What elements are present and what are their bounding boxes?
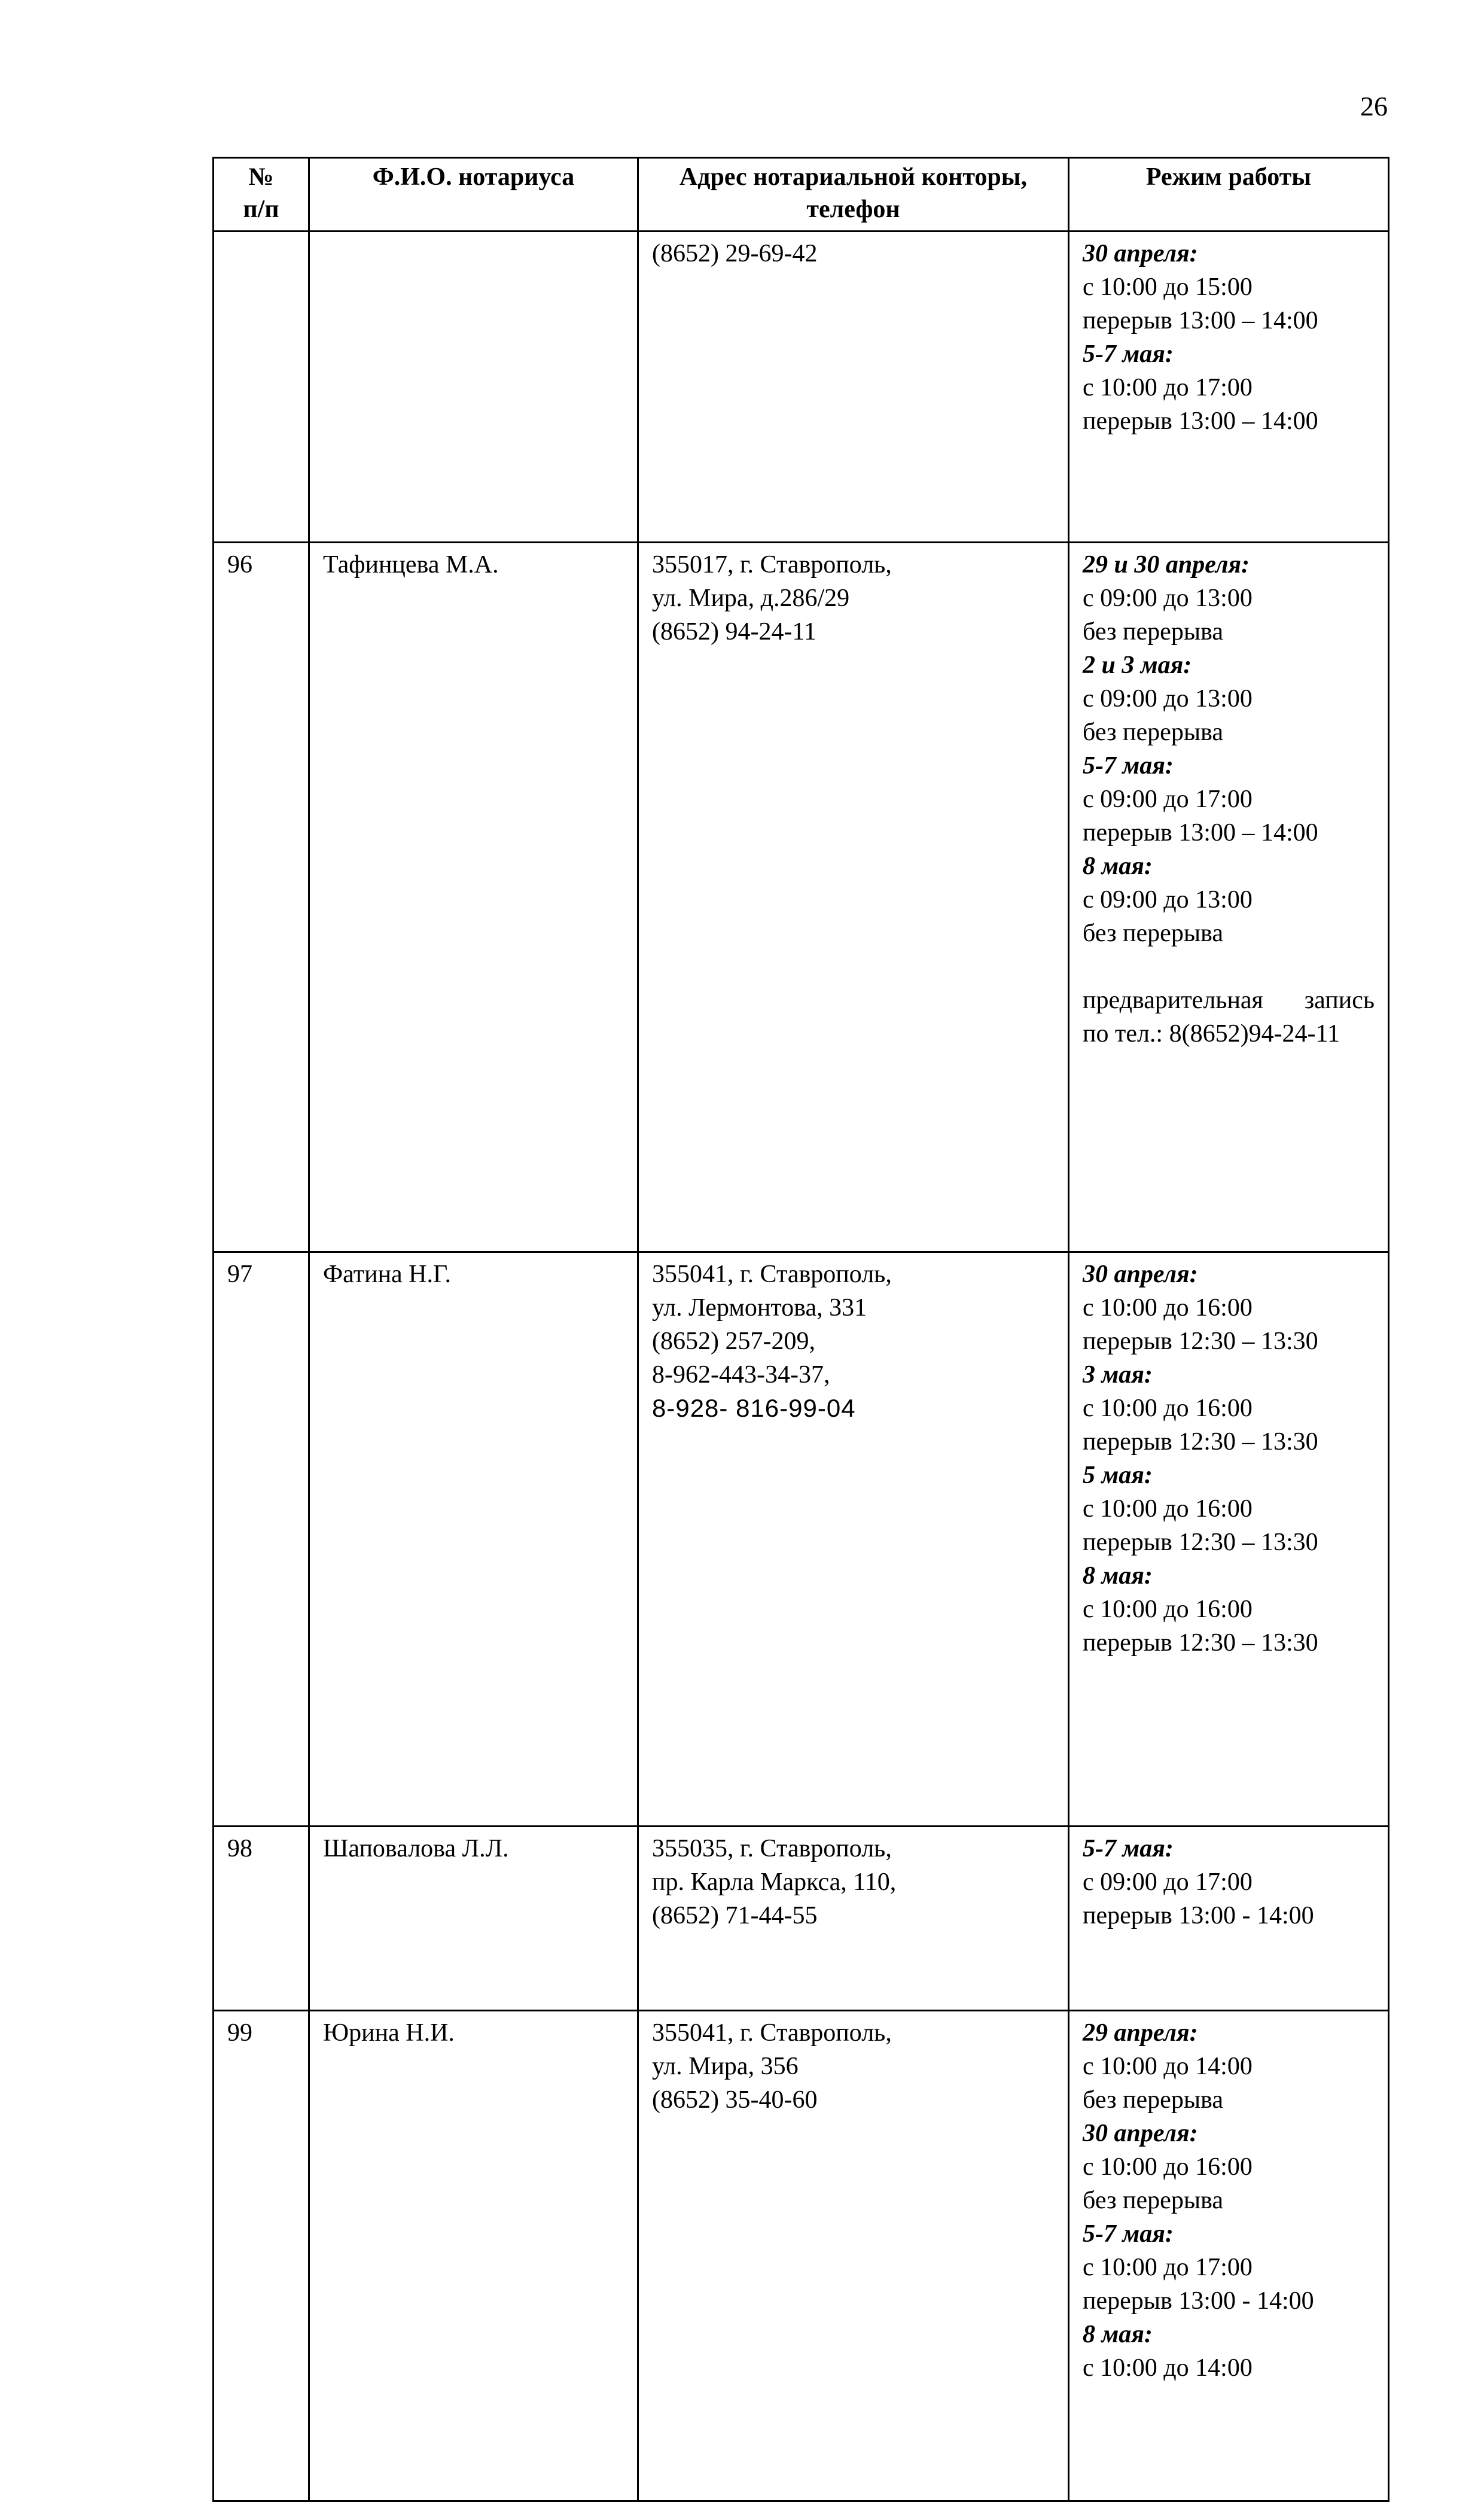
address-line: (8652) 29-69-42 xyxy=(652,240,818,267)
schedule-hours: с 10:00 до 16:00 xyxy=(1083,1395,1253,1422)
notary-schedule-table xyxy=(212,157,1389,2502)
schedule-hours: перерыв 13:00 - 14:00 xyxy=(1083,1902,1314,1929)
schedule-day: 8 мая: xyxy=(1083,2321,1153,2348)
table-row xyxy=(214,2011,1389,2501)
address-line: 8-962-443-34-37, xyxy=(652,1361,830,1389)
schedule-hours: перерыв 13:00 – 14:00 xyxy=(1083,819,1318,847)
schedule-hours: с 10:00 до 16:00 xyxy=(1083,2153,1253,2181)
schedule-hours: с 09:00 до 17:00 xyxy=(1083,1868,1253,1896)
schedule-day: 30 апреля: xyxy=(1083,2120,1198,2147)
table-body xyxy=(214,232,1389,2501)
schedule-hours: с 10:00 до 16:00 xyxy=(1083,1294,1253,1322)
schedule-day: 5-7 мая: xyxy=(1083,340,1174,368)
address-line: (8652) 257-209, xyxy=(652,1328,815,1355)
schedule-cell xyxy=(1069,232,1389,543)
appointment-note: по тел.: 8(8652)94-24-11 xyxy=(1083,1020,1340,1048)
address-line: (8652) 94-24-11 xyxy=(652,618,816,646)
schedule-day: 8 мая: xyxy=(1083,853,1153,880)
table-row xyxy=(214,1827,1389,2011)
schedule-day: 5 мая: xyxy=(1083,1462,1153,1489)
schedule-hours: без перерыва xyxy=(1083,719,1223,746)
header-address xyxy=(638,158,1069,232)
header-schedule xyxy=(1069,158,1389,232)
page-number: 26 xyxy=(1360,91,1388,121)
address-cell xyxy=(638,2011,1069,2501)
notary-name-cell xyxy=(309,232,638,543)
schedule-hours: с 10:00 до 17:00 xyxy=(1083,374,1253,401)
notary-name-cell xyxy=(309,543,638,1252)
schedule-hours: перерыв 12:30 – 13:30 xyxy=(1083,1629,1318,1657)
schedule-hours: перерыв 13:00 – 14:00 xyxy=(1083,407,1318,435)
schedule-hours: с 09:00 до 13:00 xyxy=(1083,585,1253,612)
address-line: 355041, г. Ставрополь, xyxy=(652,2019,892,2047)
schedule-cell xyxy=(1069,543,1389,1252)
notary-name: Фатина Н.Г. xyxy=(323,1261,452,1288)
schedule-hours: перерыв 12:30 – 13:30 xyxy=(1083,1328,1318,1355)
schedule-hours: с 10:00 до 15:00 xyxy=(1083,273,1253,301)
address-cell xyxy=(638,232,1069,543)
schedule-hours: с 10:00 до 17:00 xyxy=(1083,2254,1253,2281)
row-number-cell xyxy=(214,232,309,543)
schedule-hours: с 09:00 до 17:00 xyxy=(1083,786,1253,813)
schedule-hours: перерыв 13:00 - 14:00 xyxy=(1083,2287,1314,2315)
address-cell xyxy=(638,1252,1069,1827)
schedule-hours: с 10:00 до 16:00 xyxy=(1083,1495,1253,1523)
notary-name: Тафинцева М.А. xyxy=(323,551,499,579)
schedule-day: 29 апреля: xyxy=(1083,2019,1198,2047)
schedule-hours: перерыв 12:30 – 13:30 xyxy=(1083,1428,1318,1456)
address-line: (8652) 71-44-55 xyxy=(652,1902,818,1929)
address-line: 355017, г. Ставрополь, xyxy=(652,551,892,579)
schedule-cell xyxy=(1069,2011,1389,2501)
address-cell xyxy=(638,1827,1069,2011)
schedule-hours: с 09:00 до 13:00 xyxy=(1083,886,1253,914)
row-number-cell xyxy=(214,543,309,1252)
schedule-hours: без перерыва xyxy=(1083,618,1223,646)
schedule-day: 29 и 30 апреля: xyxy=(1083,551,1250,579)
schedule-hours: без перерыва xyxy=(1083,2187,1223,2214)
schedule-hours: без перерыва xyxy=(1083,920,1223,947)
schedule-cell xyxy=(1069,1827,1389,2011)
header-address-line1: Адрес нотариальной конторы, xyxy=(679,163,1028,191)
header-address-line2: телефон xyxy=(806,196,900,223)
notary-name-cell xyxy=(309,2011,638,2501)
schedule-hours: без перерыва xyxy=(1083,2086,1223,2114)
schedule-hours: с 10:00 до 16:00 xyxy=(1083,1596,1253,1623)
schedule-hours: с 09:00 до 13:00 xyxy=(1083,685,1253,713)
address-line: (8652) 35-40-60 xyxy=(652,2086,818,2114)
address-line: пр. Карла Маркса, 110, xyxy=(652,1868,897,1896)
header-row xyxy=(214,158,1389,232)
schedule-day: 2 и 3 мая: xyxy=(1083,652,1192,679)
row-number-cell xyxy=(214,1252,309,1827)
schedule-day: 8 мая: xyxy=(1083,1562,1153,1590)
notary-name: Шаповалова Л.Л. xyxy=(323,1835,509,1862)
notary-name-cell xyxy=(309,1827,638,2011)
schedule-cell xyxy=(1069,1252,1389,1827)
notary-name-cell xyxy=(309,1252,638,1827)
header-num-line1: № xyxy=(248,163,274,191)
address-line: 355041, г. Ставрополь, xyxy=(652,1261,892,1288)
table-row xyxy=(214,232,1389,543)
schedule-day: 30 апреля: xyxy=(1083,240,1198,267)
address-line: 8-928- 816-99-04 xyxy=(652,1394,856,1422)
schedule-hours: перерыв 12:30 – 13:30 xyxy=(1083,1529,1318,1556)
header-num-line2: п/п xyxy=(243,196,279,223)
row-number-cell xyxy=(214,2011,309,2501)
row-number: 96 xyxy=(227,551,252,579)
table-row xyxy=(214,1252,1389,1827)
appointment-note: предварительная запись xyxy=(1083,987,1375,1014)
table-row xyxy=(214,543,1389,1252)
schedule-day: 30 апреля: xyxy=(1083,1261,1198,1288)
row-number: 99 xyxy=(227,2019,252,2047)
note-spacer xyxy=(1083,950,1375,984)
header-num xyxy=(214,158,309,232)
header-name-label: Ф.И.О. нотариуса xyxy=(372,163,575,191)
address-line: 355035, г. Ставрополь, xyxy=(652,1835,892,1862)
address-line: ул. Мира, 356 xyxy=(652,2053,799,2080)
schedule-hours: с 10:00 до 14:00 xyxy=(1083,2053,1253,2080)
address-line: ул. Мира, д.286/29 xyxy=(652,585,850,612)
row-number-cell xyxy=(214,1827,309,2011)
address-cell xyxy=(638,543,1069,1252)
row-number: 98 xyxy=(227,1835,252,1862)
notary-name: Юрина Н.И. xyxy=(323,2019,455,2047)
schedule-hours: с 10:00 до 14:00 xyxy=(1083,2354,1253,2382)
header-schedule-label: Режим работы xyxy=(1145,163,1312,191)
schedule-day: 5-7 мая: xyxy=(1083,1835,1174,1862)
header-name xyxy=(309,158,638,232)
schedule-day: 5-7 мая: xyxy=(1083,752,1174,780)
address-line: ул. Лермонтова, 331 xyxy=(652,1294,867,1322)
schedule-hours: перерыв 13:00 – 14:00 xyxy=(1083,307,1318,334)
row-number: 97 xyxy=(227,1261,252,1288)
schedule-day: 3 мая: xyxy=(1083,1361,1153,1389)
schedule-day: 5-7 мая: xyxy=(1083,2220,1174,2248)
table-header xyxy=(214,158,1389,232)
